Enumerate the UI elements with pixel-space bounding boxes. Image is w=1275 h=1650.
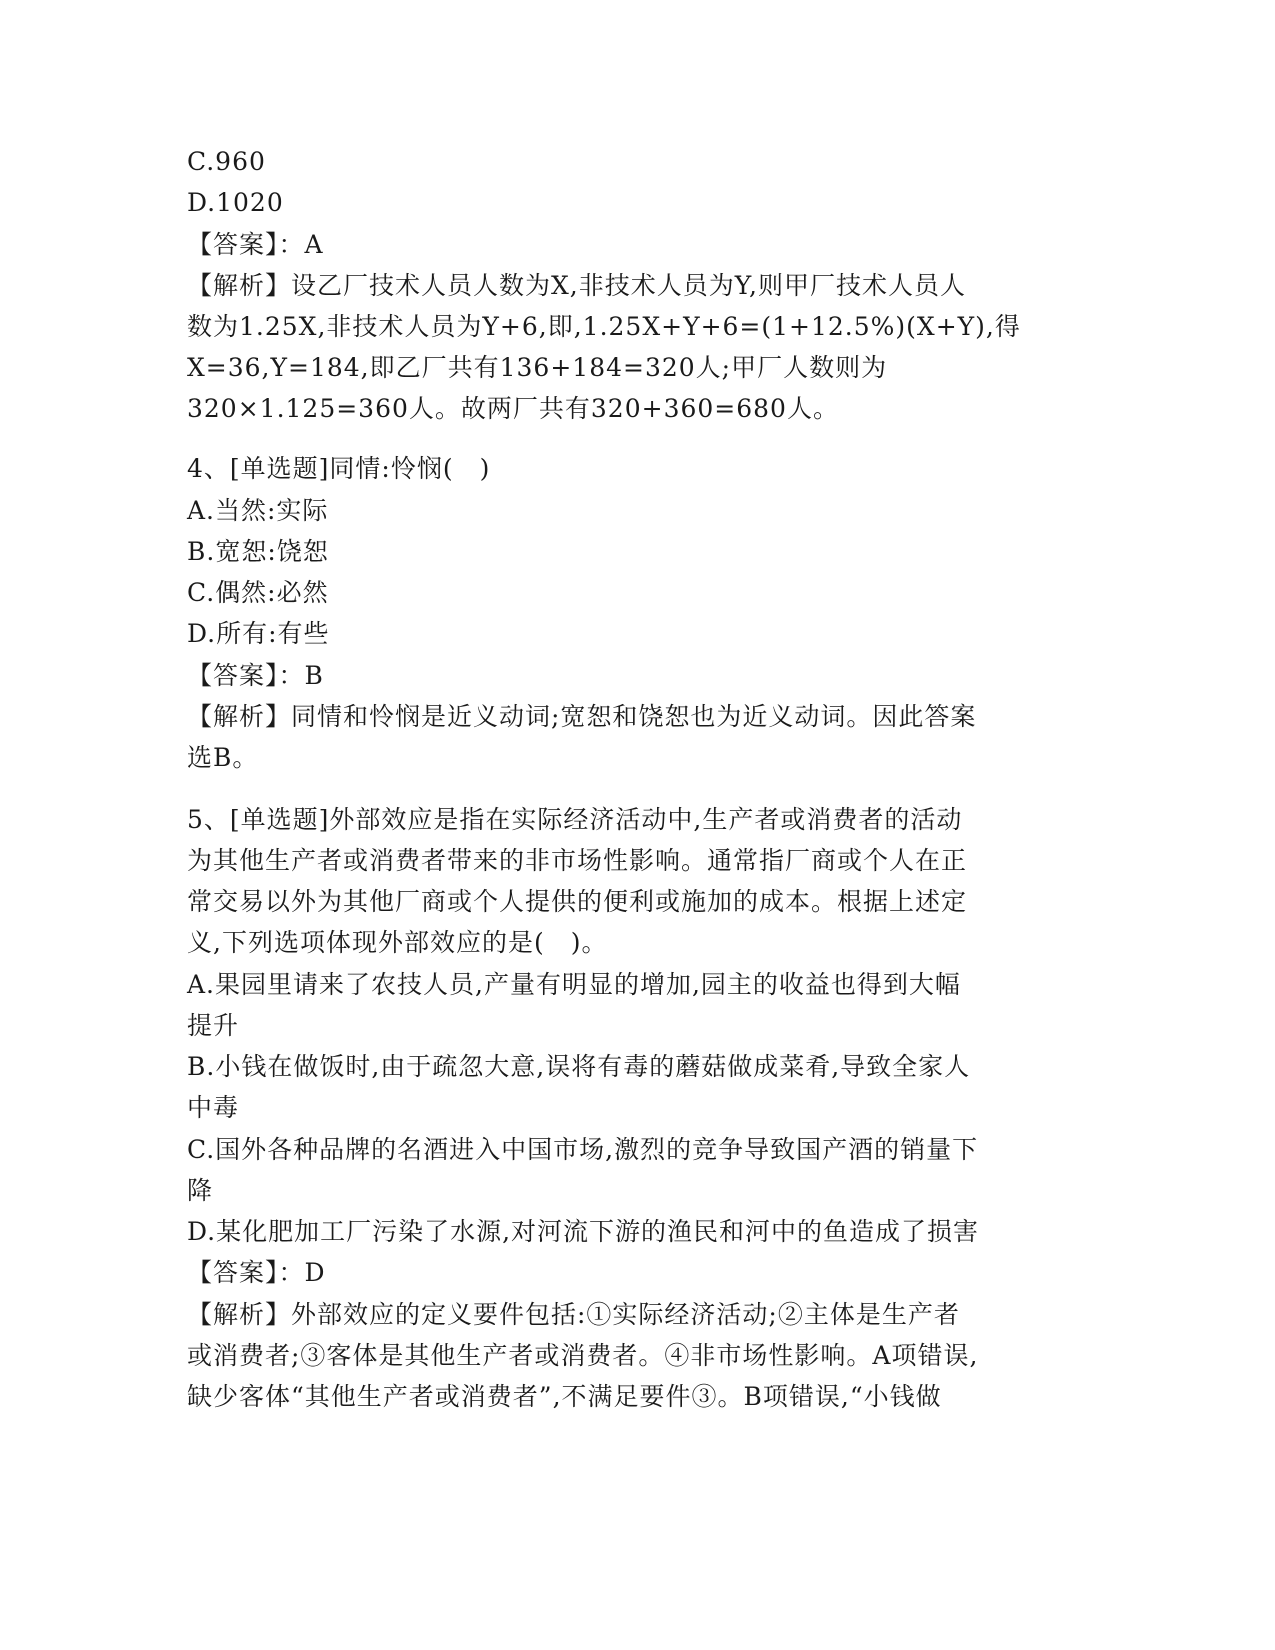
q5-option-a-cont: 提升 xyxy=(187,1011,240,1040)
q4-analysis-line: 选B。 xyxy=(187,743,259,772)
q4-option-c: C.偶然:必然 xyxy=(187,578,329,607)
q3-analysis-line: 【解析】设乙厂技术人员人数为X,非技术人员为Y,则甲厂技术人员人 xyxy=(187,271,966,300)
q3-option-c: C.960 xyxy=(187,147,266,176)
q5-option-c: C.国外各种品牌的名酒进入中国市场,激烈的竞争导致国产酒的销量下 xyxy=(187,1135,979,1164)
q5-stem-line: 常交易以外为其他厂商或个人提供的便利或施加的成本。根据上述定 xyxy=(187,887,968,916)
q4-answer: 【答案】：B xyxy=(187,661,324,690)
q5-answer: 【答案】：D xyxy=(187,1258,326,1287)
q4-option-d: D.所有:有些 xyxy=(187,619,330,648)
q4-analysis-line: 【解析】同情和怜悯是近义动词;宽恕和饶恕也为近义动词。因此答案 xyxy=(187,702,977,731)
q3-option-d: D.1020 xyxy=(187,188,284,217)
q3-analysis-line: 数为1.25X,非技术人员为Y+6,即,1.25X+Y+6=(1+12.5%)(X+Y),得 xyxy=(187,312,1021,341)
q5-stem-line: 5、[单选题]外部效应是指在实际经济活动中,生产者或消费者的活动 xyxy=(187,805,963,834)
q4-stem: 4、[单选题]同情:怜悯( ) xyxy=(187,454,491,483)
q5-analysis-line: 【解析】外部效应的定义要件包括:①实际经济活动;②主体是生产者 xyxy=(187,1300,960,1329)
q3-analysis-line: 320×1.125=360人。故两厂共有320+360=680人。 xyxy=(187,394,839,423)
q5-option-a: A.果园里请来了农技人员,产量有明显的增加,园主的收益也得到大幅 xyxy=(187,970,961,999)
q3-analysis-line: X=36,Y=184,即乙厂共有136+184=320人;甲厂人数则为 xyxy=(187,353,888,382)
q5-analysis-line: 或消费者;③客体是其他生产者或消费者。④非市场性影响。A项错误, xyxy=(187,1341,979,1370)
q3-answer: 【答案】：A xyxy=(187,230,324,259)
q5-option-d: D.某化肥加工厂污染了水源,对河流下游的渔民和河中的鱼造成了损害 xyxy=(187,1217,980,1246)
q5-option-c-cont: 降 xyxy=(187,1176,214,1205)
q5-stem-line: 为其他生产者或消费者带来的非市场性影响。通常指厂商或个人在正 xyxy=(187,846,968,875)
q4-option-b: B.宽恕:饶恕 xyxy=(187,537,329,566)
q5-analysis-line: 缺少客体“其他生产者或消费者”,不满足要件③。B项错误,“小钱做 xyxy=(187,1382,942,1411)
q5-option-b: B.小钱在做饭时,由于疏忽大意,误将有毒的蘑菇做成菜肴,导致全家人 xyxy=(187,1052,971,1081)
q5-stem-line: 义,下列选项体现外部效应的是( )。 xyxy=(187,928,608,957)
q5-option-b-cont: 中毒 xyxy=(187,1093,240,1122)
q4-option-a: A.当然:实际 xyxy=(187,496,329,525)
